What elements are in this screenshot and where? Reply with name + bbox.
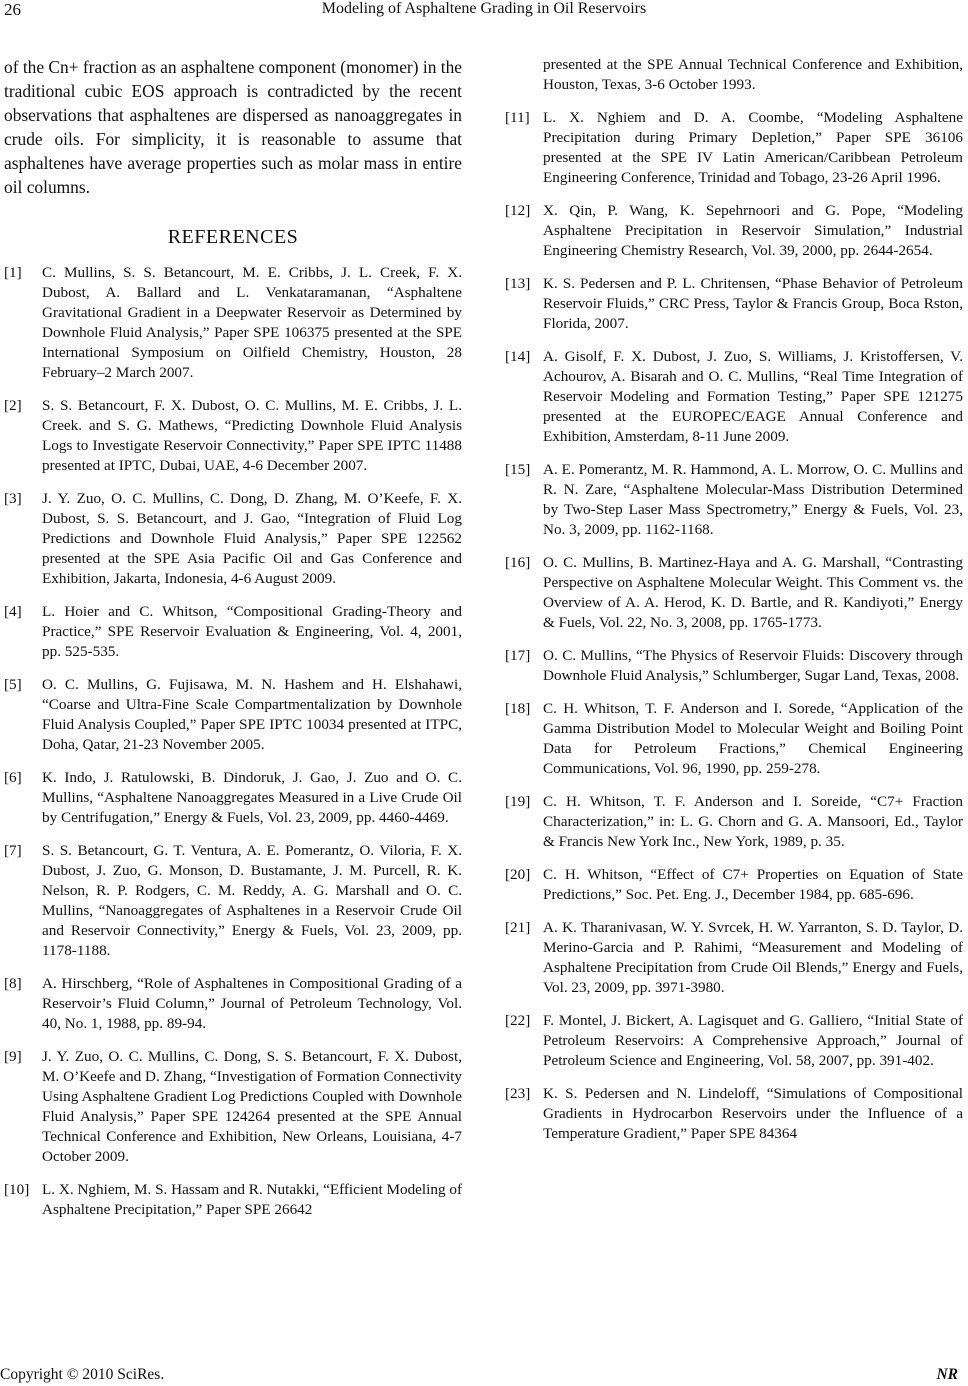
reference-number: [23] bbox=[505, 1085, 531, 1102]
reference-item bbox=[4, 768, 462, 828]
reference-continuation: presented at the SPE Annual Technical Conference and Exhibition, Houston, Texas, 3-6 October 1993. bbox=[543, 56, 963, 93]
reference-number: [2] bbox=[4, 397, 22, 414]
reference-text: X. Qin, P. Wang, K. Sepehrnoori and G. Pope, “Modeling Asphaltene Precipitation in Reservoir Simulation,” Industrial Engineering Chemistry Research, Vol. 39, 2000, pp. 2644-2654. bbox=[543, 202, 963, 259]
reference-text: C. Mullins, S. S. Betancourt, M. E. Cribbs, J. L. Creek, F. X. Dubost, A. Ballard and L. Venkataramanan, “Asphaltene Gravitational Gradient in a Deepwater Reservoir as Determined by Downhole Fluid Analysis,” Paper SPE 106375 presented at the SPE International Symposium on Oilfield Chemistry, Houston, 28 February–2 March 2007. bbox=[42, 264, 462, 381]
reference-text: C. H. Whitson, T. F. Anderson and I. Sorede, “Application of the Gamma Distribution Model to Molecular Weight and Boiling Point Data for Petroleum Fractions,” Chemical Engineering Communications, Vol. 96, 1990, pp. 259-278. bbox=[543, 700, 963, 777]
reference-text: S. S. Betancourt, F. X. Dubost, O. C. Mullins, M. E. Cribbs, J. L. Creek. and S. G. Mathews, “Predicting Downhole Fluid Analysis Logs to Investigate Reservoir Connectivity,” Paper SPE IPTC 11488 presented at IPTC, Dubai, UAE, 4-6 December 2007. bbox=[42, 397, 462, 474]
reference-number: [18] bbox=[505, 700, 531, 717]
reference-item bbox=[505, 865, 963, 905]
reference-text: J. Y. Zuo, O. C. Mullins, C. Dong, S. S. Betancourt, F. X. Dubost, M. O’Keefe and D. Zhang, “Investigation of Formation Connectivity Using Asphaltene Gradient Log Predictions Coupled with Downhole Fluid Analysis,” Paper SPE 124264 presented at the SPE Annual Technical Conference and Exhibition, New Orleans, Louisiana, 4-7 October 2009. bbox=[42, 1048, 462, 1165]
reference-number: [3] bbox=[4, 490, 22, 507]
reference-number: [5] bbox=[4, 676, 22, 693]
reference-text: O. C. Mullins, “The Physics of Reservoir Fluids: Discovery through Downhole Fluid Analysis,” Schlumberger, Sugar Land, Texas, 2008. bbox=[543, 647, 963, 684]
reference-number: [22] bbox=[505, 1012, 531, 1029]
reference-item bbox=[505, 347, 963, 447]
left-column bbox=[4, 55, 462, 1233]
reference-text: K. Indo, J. Ratulowski, B. Dindoruk, J. Gao, J. Zuo and O. C. Mullins, “Asphaltene Nanoaggregates Measured in a Live Crude Oil by Centrifugation,” Energy & Fuels, Vol. 23, 2009, pp. 4460-4469. bbox=[42, 769, 462, 826]
reference-number: [7] bbox=[4, 842, 22, 859]
body-paragraph: of the Cn+ fraction as an asphaltene component (monomer) in the traditional cubic EOS approach is contradicted by the recent observations that asphaltenes are dispersed as nanoaggregates in crude oils. For simplicity, it is reasonable to assume that asphaltenes have average properties such as molar mass in entire oil columns. bbox=[4, 57, 462, 197]
left-reference-list bbox=[4, 263, 462, 1220]
reference-number: [15] bbox=[505, 461, 531, 478]
reference-item bbox=[505, 553, 963, 633]
page-number: 26 bbox=[4, 0, 21, 19]
reference-item bbox=[4, 396, 462, 476]
reference-number: [8] bbox=[4, 975, 22, 992]
reference-number: [16] bbox=[505, 554, 531, 571]
reference-text: F. Montel, J. Bickert, A. Lagisquet and G. Galliero, “Initial State of Petroleum Reservoirs: A Comprehensive Approach,” Journal of Petroleum Science and Engineering, Vol. 58, 2007, pp. 391-402. bbox=[543, 1012, 963, 1069]
reference-text: O. C. Mullins, G. Fujisawa, M. N. Hashem and H. Elshahawi, “Coarse and Ultra-Fine Scale Compartmentalization by Downhole Fluid Analysis Coupled,” Paper SPE IPTC 10034 presented at ITPC, Doha, Qatar, 21-23 November 2005. bbox=[42, 676, 462, 753]
reference-item bbox=[505, 646, 963, 686]
reference-text: K. S. Pedersen and N. Lindeloff, “Simulations of Compositional Gradients in Hydrocarbon Reservoirs under the Influence of a Temperature Gradient,” Paper SPE 84364 bbox=[543, 1085, 963, 1142]
reference-item bbox=[505, 108, 963, 188]
copyright-footer: Copyright © 2010 SciRes. bbox=[0, 1366, 165, 1383]
reference-number: [21] bbox=[505, 919, 531, 936]
reference-text: K. S. Pedersen and P. L. Chritensen, “Phase Behavior of Petroleum Reservoir Fluids,” CRC Press, Taylor & Francis Group, Boca Rston, Florida, 2007. bbox=[543, 275, 963, 332]
reference-item bbox=[4, 1180, 462, 1220]
reference-text: C. H. Whitson, “Effect of C7+ Properties on Equation of State Predictions,” Soc. Pet. Eng. J., December 1984, pp. 685-696. bbox=[543, 866, 963, 903]
reference-text: L. X. Nghiem, M. S. Hassam and R. Nutakki, “Efficient Modeling of Asphaltene Precipitation,” Paper SPE 26642 bbox=[42, 1181, 462, 1218]
reference-number: [14] bbox=[505, 348, 531, 365]
reference-text: O. C. Mullins, B. Martinez-Haya and A. G. Marshall, “Contrasting Perspective on Asphaltene Molecular Weight. This Comment vs. the Overview of A. A. Herod, K. D. Bartle, and R. Kandiyoti,” Energy & Fuels, Vol. 22, No. 3, 2008, pp. 1765-1773. bbox=[543, 554, 963, 631]
reference-text: L. X. Nghiem and D. A. Coombe, “Modeling Asphaltene Precipitation during Primary Depletion,” Paper SPE 36106 presented at the SPE IV Latin American/Caribbean Petroleum Engineering Conference, Trinidad and Tobago, 23-26 April 1996. bbox=[543, 109, 963, 186]
reference-text: J. Y. Zuo, O. C. Mullins, C. Dong, D. Zhang, M. O’Keefe, F. X. Dubost, S. S. Betancourt, and J. Gao, “Integration of Fluid Log Predictions and Downhole Fluid Analysis,” Paper SPE 122562 presented at the SPE Asia Pacific Oil and Gas Conference and Exhibition, Jakarta, Indonesia, 4-6 August 2009. bbox=[42, 490, 462, 587]
reference-number: [12] bbox=[505, 202, 531, 219]
reference-number: [9] bbox=[4, 1048, 22, 1065]
reference-number: [11] bbox=[505, 109, 530, 126]
reference-item bbox=[4, 1047, 462, 1167]
reference-number: [20] bbox=[505, 866, 531, 883]
reference-item bbox=[4, 974, 462, 1034]
reference-item bbox=[4, 263, 462, 383]
reference-item bbox=[4, 489, 462, 589]
reference-item bbox=[505, 699, 963, 779]
reference-text: A. Hirschberg, “Role of Asphaltenes in Compositional Grading of a Reservoir’s Fluid Column,” Journal of Petroleum Technology, Vol. 40, No. 1, 1988, pp. 89-94. bbox=[42, 975, 462, 1032]
journal-abbreviation: NR bbox=[936, 1366, 958, 1383]
reference-text: C. H. Whitson, T. F. Anderson and I. Soreide, “C7+ Fraction Characterization,” in: L. G. Chorn and G. A. Mansoori, Ed., Taylor & Francis New York Inc., New York, 1989, p. 35. bbox=[543, 793, 963, 850]
right-column bbox=[505, 55, 963, 1157]
reference-number: [10] bbox=[4, 1181, 30, 1198]
reference-text: A. Gisolf, F. X. Dubost, J. Zuo, S. Williams, J. Kristoffersen, V. Achourov, A. Bisarah and O. C. Mullins, “Real Time Integration of Reservoir Modeling and Formation Testing,” Paper SPE 121275 presented at the EUROPEC/EAGE Annual Conference and Exhibition, Amsterdam, 8-11 June 2009. bbox=[543, 348, 963, 445]
reference-text: A. K. Tharanivasan, W. Y. Svrcek, H. W. Yarranton, S. D. Taylor, D. Merino-Garcia and P. Rahimi, “Measurement and Modeling of Asphaltene Precipitation from Crude Oil Blends,” Energy and Fuels, Vol. 23, 2009, pp. 3971-3980. bbox=[543, 919, 963, 996]
reference-item bbox=[4, 602, 462, 662]
reference-number: [6] bbox=[4, 769, 22, 786]
reference-item bbox=[505, 1084, 963, 1144]
right-reference-list bbox=[505, 108, 963, 1144]
reference-number: [17] bbox=[505, 647, 531, 664]
reference-item bbox=[4, 675, 462, 755]
reference-number: [1] bbox=[4, 264, 22, 281]
reference-text: L. Hoier and C. Whitson, “Compositional Grading-Theory and Practice,” SPE Reservoir Evaluation & Engineering, Vol. 4, 2001, pp. 525-535. bbox=[42, 603, 462, 660]
running-title: Modeling of Asphaltene Grading in Oil Reservoirs bbox=[321, 0, 647, 17]
reference-text: A. E. Pomerantz, M. R. Hammond, A. L. Morrow, O. C. Mullins and R. N. Zare, “Asphaltene Molecular-Mass Distribution Determined by Two-Step Laser Mass Spectrometry,” Energy & Fuels, Vol. 23, No. 3, 2009, pp. 1162-1168. bbox=[543, 461, 963, 538]
reference-item bbox=[505, 201, 963, 261]
reference-number: [13] bbox=[505, 275, 531, 292]
reference-item bbox=[505, 792, 963, 852]
reference-item bbox=[505, 274, 963, 334]
reference-number: [19] bbox=[505, 793, 531, 810]
reference-item bbox=[4, 841, 462, 961]
reference-item bbox=[505, 460, 963, 540]
reference-number: [4] bbox=[4, 603, 22, 620]
reference-item bbox=[505, 918, 963, 998]
reference-text: S. S. Betancourt, G. T. Ventura, A. E. Pomerantz, O. Viloria, F. X. Dubost, J. Zuo, G. Monson, D. Bustamante, J. M. Purcell, R. K. Nelson, R. P. Rodgers, C. M. Reddy, A. G. Marshall and O. C. Mullins, “Nanoaggregates of Asphaltenes in a Reservoir Crude Oil and Reservoir Connectivity,” Energy & Fuels, Vol. 23, 2009, pp. 1178-1188. bbox=[42, 842, 462, 959]
reference-item bbox=[505, 1011, 963, 1071]
references-heading: REFERENCES bbox=[167, 226, 299, 248]
